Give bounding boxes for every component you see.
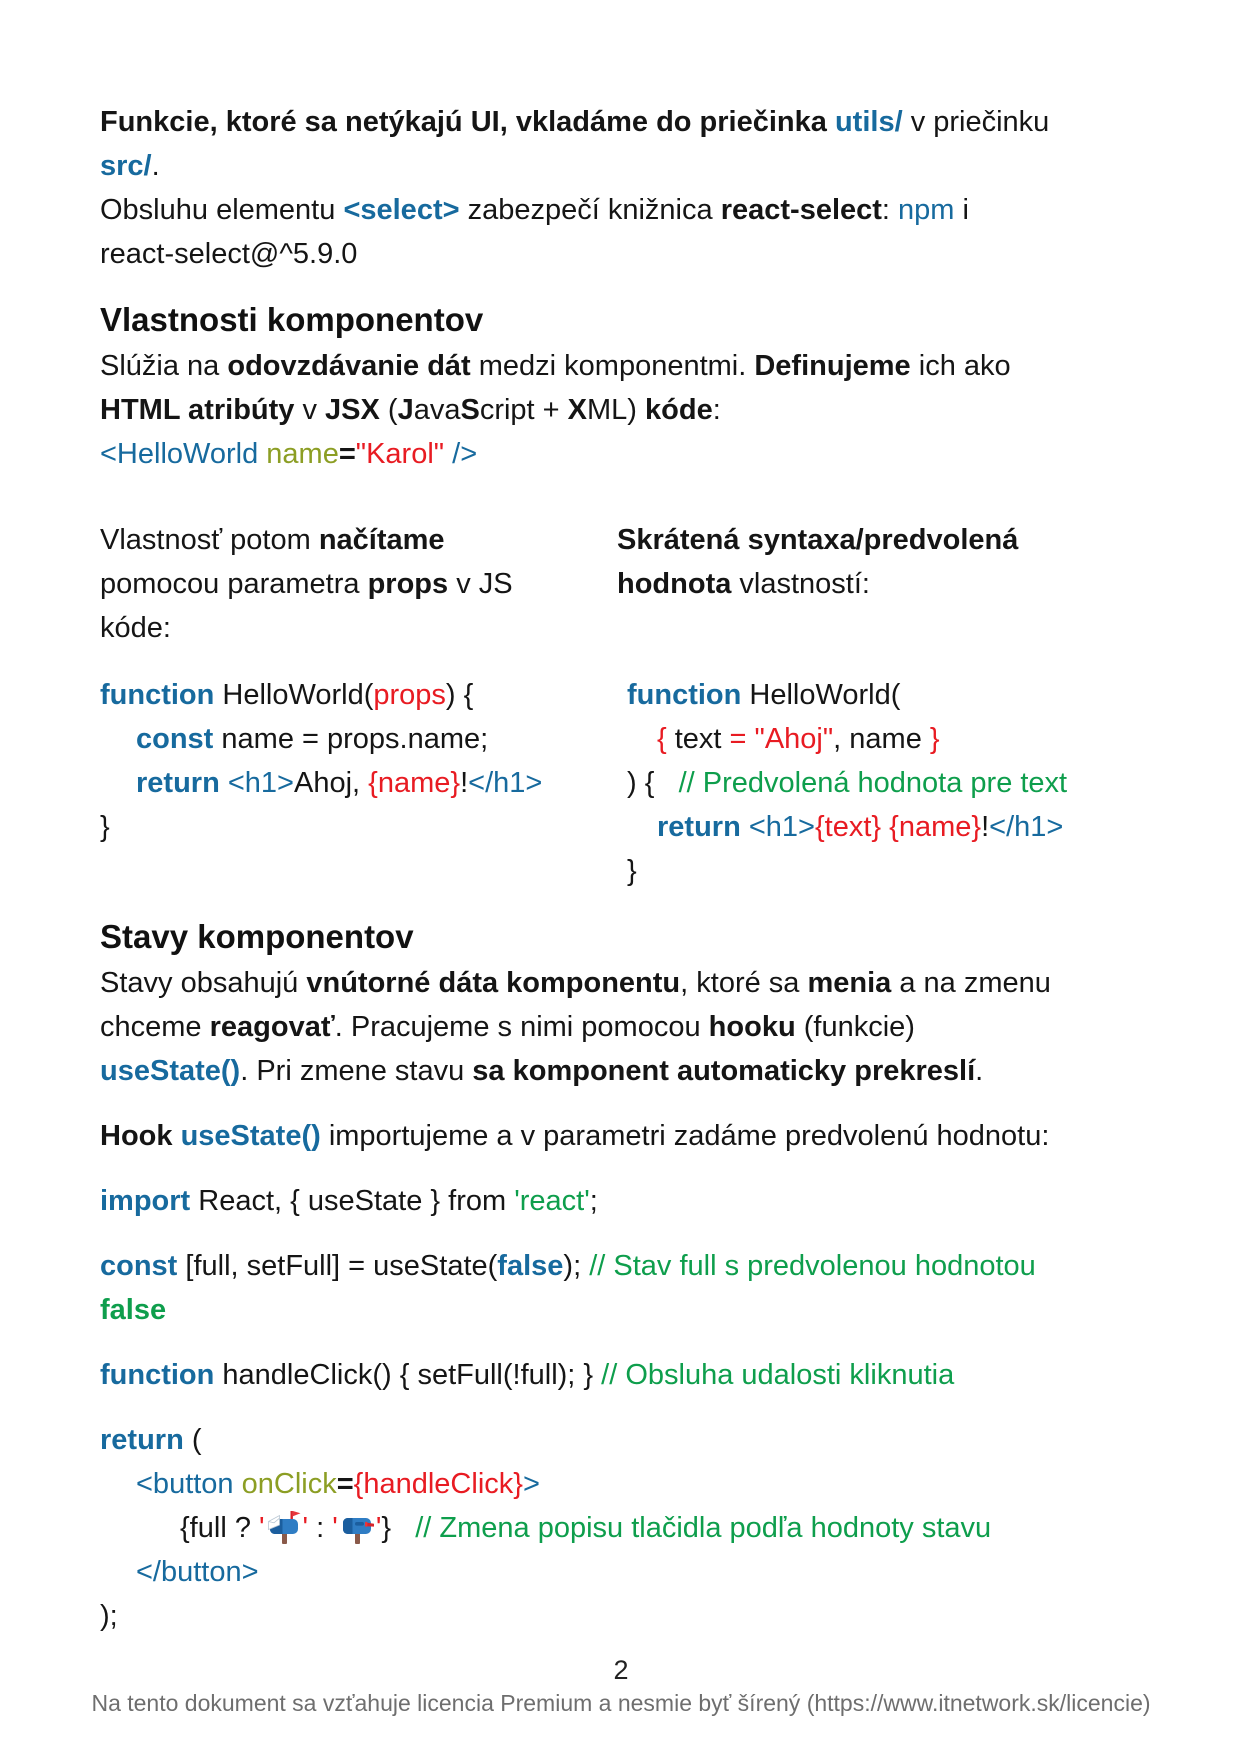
- props-paragraph: [100, 344, 1117, 432]
- page-footer: [0, 1652, 1242, 1718]
- text-run: =: [336, 1468, 354, 1500]
- code-line: [627, 673, 1117, 717]
- text-run: Hook: [100, 1120, 181, 1152]
- text-run: useState(): [100, 1055, 241, 1087]
- text-run: S: [460, 394, 480, 426]
- text-run: vlastností:: [731, 568, 870, 600]
- text-run: }: [381, 1512, 416, 1544]
- text-run: );: [100, 1600, 118, 1632]
- text-run: ': [259, 1512, 265, 1544]
- text-run: ': [302, 1512, 309, 1544]
- text-run: function: [100, 679, 215, 711]
- mailbox-open-icon: [265, 1510, 303, 1546]
- text-run: sa komponent automaticky prekreslí: [472, 1055, 976, 1087]
- text-run: (: [183, 1424, 202, 1456]
- code-line: [100, 1418, 1117, 1462]
- text-run: Slúžia na: [100, 350, 228, 382]
- mailbox-closed-icon: [338, 1510, 376, 1546]
- code-line: [627, 849, 1117, 893]
- page-number: 2: [613, 1655, 629, 1685]
- code-line: [100, 805, 617, 849]
- text-run: načítame: [318, 524, 445, 556]
- text-run: importujeme a v parametri zadáme predvolenú hodnotu:: [320, 1120, 1050, 1152]
- text-run: JSX: [325, 394, 380, 426]
- text-run: cript +: [479, 394, 568, 426]
- text-run: :: [881, 194, 899, 226]
- text-run: ;: [589, 1185, 598, 1217]
- text-run: ': [332, 1512, 338, 1544]
- section-heading-stavy: Stavy komponentov: [100, 918, 414, 955]
- text-run: , ktoré sa: [680, 967, 808, 999]
- props-default-column-text: [617, 518, 1117, 650]
- text-run: X: [567, 394, 588, 426]
- text-run: a na zmenu: [891, 967, 1051, 999]
- text-run: useState(): [180, 1120, 321, 1152]
- text-run: Definujeme: [754, 350, 911, 382]
- code-line: [100, 761, 617, 805]
- props-read-column-code: [100, 673, 617, 893]
- text-run: return: [657, 811, 741, 843]
- text-run: ) {: [627, 767, 679, 799]
- text-run: HTML atribúty: [100, 394, 295, 426]
- text-run: React, { useState } from: [190, 1185, 515, 1217]
- code-line: [100, 1506, 1117, 1550]
- text-run: Obsluhu elementu: [100, 194, 344, 226]
- text-run: Stavy obsahujú: [100, 967, 307, 999]
- text-run: react-select: [720, 194, 882, 226]
- text-run: handleClick() { setFull(!full); }: [214, 1359, 602, 1391]
- text-run: </button>: [136, 1556, 259, 1588]
- text-run: function: [627, 679, 742, 711]
- text-run: (funkcie): [795, 1011, 915, 1043]
- text-run: Funkcie, ktoré sa netýkajú UI, vkladáme do priečinka: [100, 106, 835, 138]
- text-run: src/: [100, 150, 152, 182]
- text-run: name = props.name;: [213, 723, 489, 755]
- text-run: function: [100, 1359, 215, 1391]
- text-run: . Pracujeme s nimi pomocou: [334, 1011, 709, 1043]
- text-run: text: [666, 723, 730, 755]
- text-run: = "Ahoj": [729, 723, 834, 755]
- code-line: [100, 1550, 1117, 1594]
- import-statement: [100, 1179, 1117, 1223]
- text-run: . Pri zmene stavu: [240, 1055, 473, 1087]
- usestate-statement: [100, 1244, 1117, 1332]
- text-run: :: [308, 1512, 333, 1544]
- text-run: Ahoj,: [293, 767, 369, 799]
- text-run: npm: [898, 194, 955, 226]
- text-run: // Predvolená hodnota pre text: [678, 767, 1068, 799]
- jsx-attribute-example: [100, 432, 1117, 476]
- code-line: [100, 717, 617, 761]
- text-run: }: [100, 811, 110, 843]
- text-run: pomocou parametra: [100, 568, 368, 600]
- text-run: (: [379, 394, 398, 426]
- text-run: vnútorné dáta komponentu: [306, 967, 681, 999]
- text-run: ML): [587, 394, 646, 426]
- text-run: // Zmena popisu tlačidla podľa hodnoty stavu: [415, 1512, 992, 1544]
- props-default-column-code: [617, 673, 1117, 893]
- text-run: HelloWorld(: [741, 679, 901, 711]
- text-run: false: [497, 1250, 564, 1282]
- text-run: >: [522, 1468, 540, 1500]
- text-run: v priečinku: [902, 106, 1050, 138]
- props-examples: [100, 518, 1117, 893]
- text-run: name: [266, 438, 339, 470]
- handleclick-statement: [100, 1353, 1117, 1397]
- text-run: <h1>: [740, 811, 815, 843]
- text-run: .: [975, 1055, 984, 1087]
- text-run: "Karol": [355, 438, 445, 470]
- license-note: Na tento dokument sa vzťahuje licencia Premium a nesmie byť šírený (https://www.itnetwork.sk/licencie): [91, 1690, 1151, 1716]
- text-run: return: [100, 1424, 184, 1456]
- text-run: :: [712, 394, 721, 426]
- text-run: ) {: [445, 679, 474, 711]
- text-run: v JS: [448, 568, 513, 600]
- text-run: <button: [136, 1468, 242, 1500]
- text-run: i: [954, 194, 969, 226]
- text-run: {name}: [368, 767, 461, 799]
- text-run: }: [627, 855, 637, 887]
- text-run: !: [981, 811, 990, 843]
- text-run: hooku: [708, 1011, 796, 1043]
- intro-paragraph: [100, 100, 1117, 276]
- text-run: const: [100, 1250, 178, 1282]
- text-run: kóde: [645, 394, 713, 426]
- text-run: react-select@^5.9.0: [100, 238, 358, 270]
- text-run: Vlastnosť potom: [100, 524, 319, 556]
- text-run: J: [397, 394, 414, 426]
- props-read-column-text: [100, 518, 617, 650]
- text-run: medzi komponentmi.: [470, 350, 755, 382]
- text-run: .: [151, 150, 160, 182]
- text-run: />: [444, 438, 478, 470]
- text-run: <select>: [343, 194, 460, 226]
- text-run: 'react': [514, 1185, 590, 1217]
- text-run: utils/: [834, 106, 903, 138]
- code-line: [627, 761, 1117, 805]
- text-run: const: [136, 723, 214, 755]
- text-run: import: [100, 1185, 191, 1217]
- text-run: return: [136, 767, 220, 799]
- text-run: false: [100, 1294, 167, 1326]
- text-run: {: [657, 723, 667, 755]
- text-run: ': [375, 1512, 382, 1544]
- text-run: v: [294, 394, 326, 426]
- code-line: [100, 1594, 1117, 1638]
- text-run: // Stav full s predvolenou hodnotou: [589, 1250, 1036, 1282]
- text-run: , name: [833, 723, 930, 755]
- code-line: [100, 673, 617, 717]
- text-run: zabezpečí knižnica: [459, 194, 721, 226]
- text-run: {text} {name}: [814, 811, 982, 843]
- text-run: </h1>: [989, 811, 1064, 843]
- text-run: Skrátená syntaxa/predvolená: [617, 524, 1019, 556]
- states-paragraph: [100, 961, 1117, 1093]
- text-run: <HelloWorld: [100, 438, 267, 470]
- code-line: [100, 1462, 1117, 1506]
- text-run: kóde:: [100, 612, 171, 644]
- text-run: hodnota: [617, 568, 732, 600]
- code-line: [627, 717, 1117, 761]
- code-line: [627, 805, 1117, 849]
- text-run: [full, setFull] = useState(: [177, 1250, 498, 1282]
- text-run: // Obsluha udalosti kliknutia: [601, 1359, 955, 1391]
- text-run: !: [460, 767, 469, 799]
- text-run: onClick: [241, 1468, 337, 1500]
- text-run: odovzdávanie dát: [227, 350, 471, 382]
- text-run: {full ?: [180, 1512, 259, 1544]
- text-run: );: [563, 1250, 590, 1282]
- text-run: =: [338, 438, 356, 470]
- text-run: ava: [413, 394, 461, 426]
- text-run: <h1>: [219, 767, 294, 799]
- text-run: menia: [807, 967, 892, 999]
- text-run: HelloWorld(: [214, 679, 374, 711]
- text-run: ich ako: [910, 350, 1011, 382]
- text-run: </h1>: [468, 767, 543, 799]
- text-run: chceme: [100, 1011, 210, 1043]
- hook-paragraph: [100, 1114, 1117, 1158]
- text-run: props: [373, 679, 446, 711]
- text-run: props: [367, 568, 449, 600]
- return-block: [100, 1418, 1117, 1638]
- text-run: }: [929, 723, 940, 755]
- text-run: reagovať: [209, 1011, 335, 1043]
- section-heading-vlastnosti: Vlastnosti komponentov: [100, 301, 484, 338]
- text-run: {handleClick}: [353, 1468, 523, 1500]
